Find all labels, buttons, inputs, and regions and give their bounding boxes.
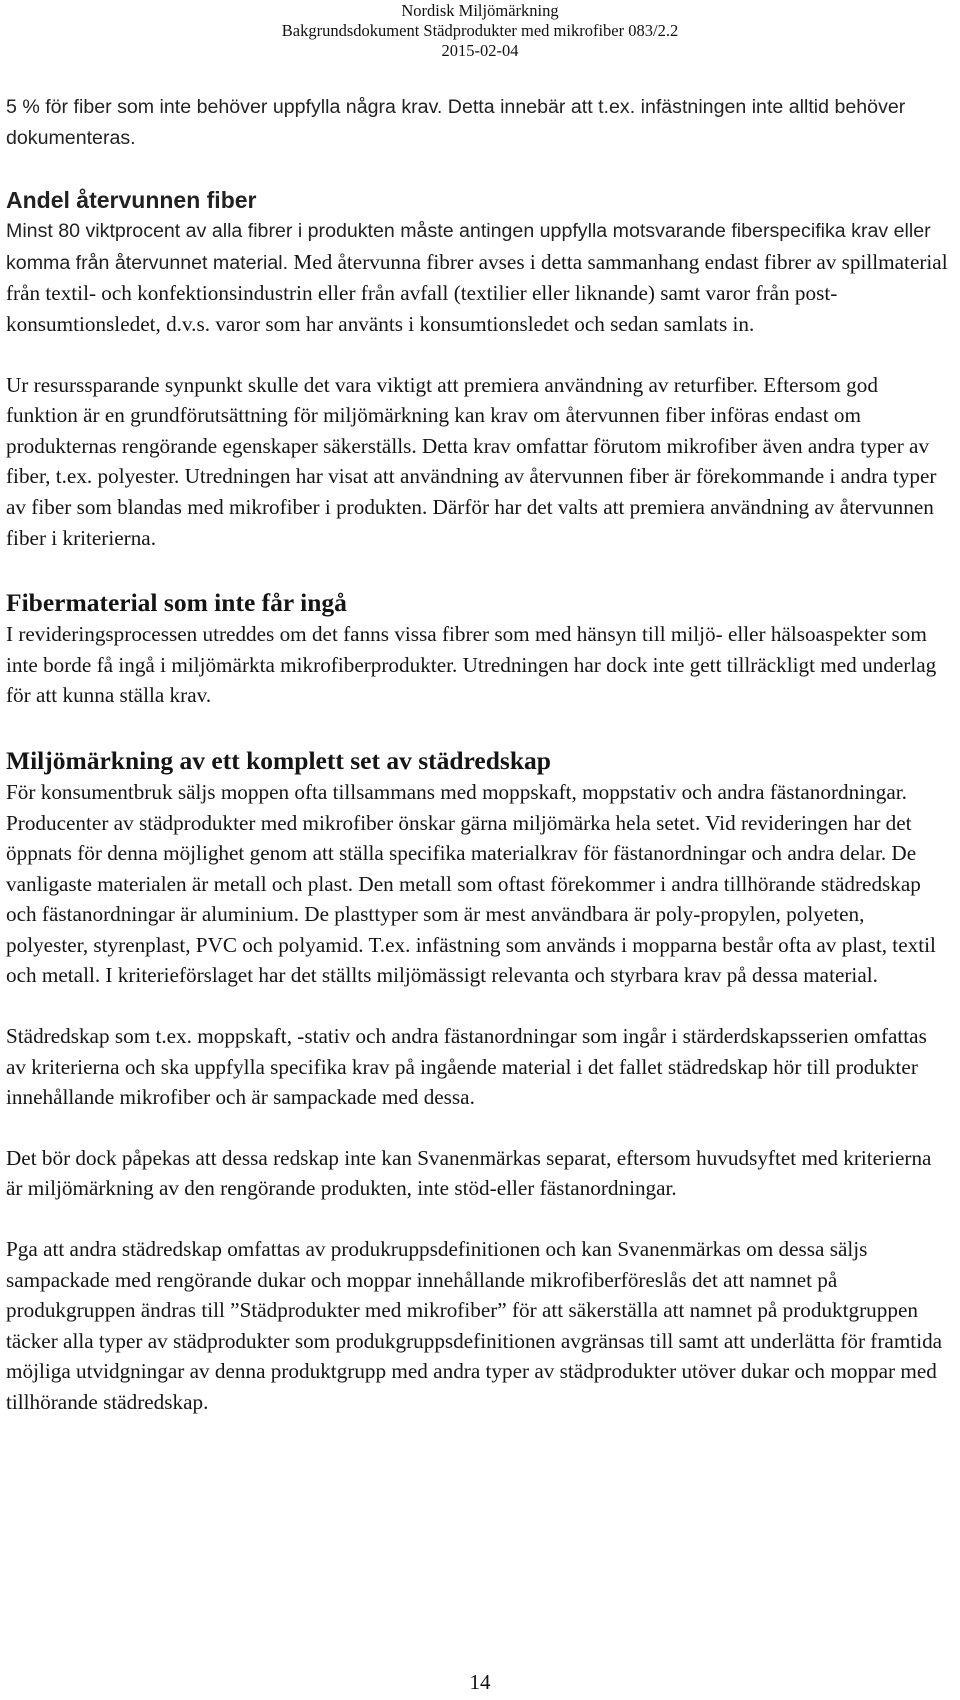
intro-paragraph: 5 % för fiber som inte behöver uppfylla några krav. Detta innebär att t.ex. infästningen inte alltid behöver dokumenteras.	[6, 96, 906, 149]
excluded-fibers-paragraph: I revideringsprocessen utreddes om det fanns vissa fibrer som med hänsyn till miljö- eller hälsoaspekter som inte borde få ingå i miljömärkta mikrofiberprodukter. Utredningen har dock inte gett tillräckligt med underlag för att kunna ställa krav.	[6, 622, 937, 708]
page-number: 14	[469, 1670, 491, 1694]
heading-excluded-fibers: Fibermaterial som inte får ingå	[6, 588, 347, 618]
document-header	[0, 0, 960, 61]
heading-recycled-fiber: Andel återvunnen fiber	[6, 187, 257, 214]
heading-complete-set: Miljömärkning av ett komplett set av städredskap	[6, 745, 551, 775]
header-document-title: Bakgrundsdokument Städprodukter med mikrofiber 083/2.2	[281, 21, 679, 40]
complete-set-paragraph-3: Det bör dock påpekas att dessa redskap inte kan Svanenmärkas separat, eftersom huvudsyftet med kriterierna är miljömärkning av den rengörande produkten, inte stöd-eller fästanordningar.	[6, 1145, 932, 1201]
recycled-fiber-paragraph	[6, 215, 950, 339]
complete-set-paragraph-2: Städredskap som t.ex. moppskaft, -stativ och andra fästanordningar som ingår i stärderdskapsserien omfattas av kriterierna och ska uppfylla specifika krav på ingående material i det fallet städredskap hör till produkter innehållande mikrofiber och är sampackade med dessa.	[6, 1024, 927, 1110]
header-date: 2015-02-04	[441, 41, 519, 60]
recycled-fiber-rationale-paragraph: Ur resurssparande synpunkt skulle det vara viktigt att premiera användning av returfiber. Eftersom god funktion är en grundförutsättning för miljömärkning kan krav om återvunnen fiber införas endast om produkternas rengörande egenskaper säkerställs. Detta krav omfattar förutom mikrofiber även andra typer av fiber, t.ex. polyester. Utredningen har visat att användning av återvunnen fiber är förekommande i andra typer av fiber som blandas med mikrofiber i produkten. Därför har det valts att premiera användning av återvunnen fiber i kriterierna.	[6, 372, 937, 550]
header-organization: Nordisk Miljömärkning	[401, 1, 559, 20]
recycled-fiber-requirement-text: Minst 80 viktprocent av alla fibrer i produkten måste antingen uppfylla motsvarande fiberspecifika krav eller komma från återvunnet material.	[6, 220, 931, 274]
recycled-fiber-definition-text: Med återvunna fibrer avses i detta sammanhang endast fibrer av spillmaterial från textil- och konfektionsindustrin eller från avfall (textilier eller liknande) samt varor från post-konsumtionsledet, d.v.s. varor som har använts i konsumtionsledet och sedan samlats in.	[6, 249, 948, 336]
document-body	[6, 92, 950, 1418]
complete-set-paragraph-4: Pga att andra städredskap omfattas av produkruppsdefinitionen och kan Svanenmärkas om dessa säljs sampackade med rengörande dukar och moppar innehållande mikrofiberföreslås det att namnet på produkgruppen ändras till ”Städprodukter med mikrofiber” för att säkerställa att namnet på produktgruppen täcker alla typer av städprodukter som produkgruppsdefinitionen avgränsas till samt att underlätta för framtida möjliga utvidgningar av denna produktgrupp med andra typer av städprodukter utöver dukar och moppar med tillhörande städredskap.	[6, 1237, 943, 1414]
complete-set-paragraph-1: För konsumentbruk säljs moppen ofta tillsammans med moppskaft, moppstativ och andra fästanordningar. Producenter av städprodukter med mikrofiber önskar gärna miljömärka hela setet. Vid revideringen har det öppnats för denna möjlighet genom att ställa specifika materialkrav för fästanordningar och andra delar. De vanligaste materialen är metall och plast. Den metall som oftast förekommer i andra tillhörande städredskap och fästanordningar är aluminium. De plasttyper som är mest användbara är poly-propylen, polyeten, polyester, styrenplast, PVC och polyamid. T.ex. infästning som används i mopparna består ofta av plast, textil och metall. I kriterieförslaget har det ställts miljömässigt relevanta och styrbara krav på dessa material.	[6, 779, 936, 988]
